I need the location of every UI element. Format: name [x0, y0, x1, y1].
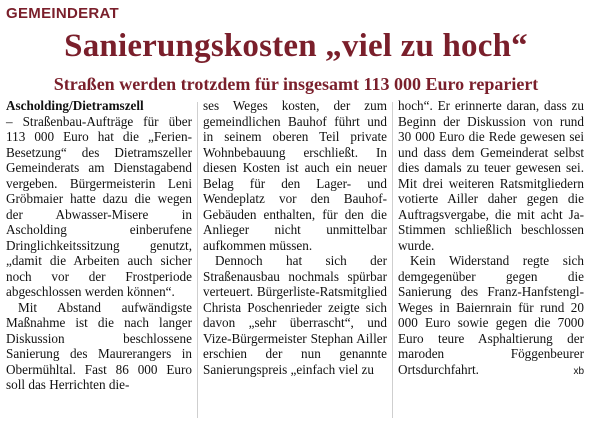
paragraph: Mit Abstand aufwändigste Maßnahme ist die nach langer Diskussion beschlossene Sanierung des Maurerangers in Obermühltal. Fast 86 000 Euro soll das Herrichten die-	[6, 299, 192, 392]
dateline: Ascholding/Dietramszell	[6, 98, 144, 113]
author-initials: xb	[573, 365, 584, 377]
paragraph: ses Weges kosten, der zum gemeindlichen Bauhof führt und in seinem oberen Teil private Wohnbebauung erschließt. In diesen Kosten ist auch ein neuer Belag für den Lager- und Wendeplatz vor den Bauhof-Gebäuden enthalten, für den die Anlieger nicht unmittelbar aufkommen müssen.	[203, 98, 387, 253]
paragraph	[6, 98, 192, 300]
topic-label: GEMEINDERAT	[6, 5, 120, 22]
article-column-2	[203, 98, 387, 377]
paragraph: Dennoch hat sich der Straßenausbau nochmals spürbar verteuert. Bürgerliste-Ratsmitglied Christa Poschenrieder zeigte sich davon „sehr überrascht“, und Vize-Bürgermeister Stephan Ailler erschien der nun genannte Sanierungspreis „einfach viel zu	[203, 253, 387, 377]
subheadline: Straßen werden trotzdem für insgesamt 113 000 Euro repariert	[53, 74, 539, 94]
column-divider	[197, 102, 198, 418]
paragraph-text: – Straßenbau-Aufträge für über 113 000 Euro hat die „Ferien-Besetzung“ des Dietramszeller Gemeinderats am Dienstagabend vergeben. Bürgermeisterin Leni Gröbmaier hatte dazu die wegen der Abwasser-Misere in Ascholding einberufene Dringlichkeitssitzung genutzt, „damit die Arbeiten auch sicher noch vor der Frostperiode abgeschlossen werden können“.	[6, 113, 192, 299]
headline: Sanierungskosten „viel zu hoch“	[64, 28, 528, 64]
article-column-3	[398, 98, 584, 379]
paragraph	[398, 253, 584, 377]
column-divider	[392, 102, 393, 418]
article-column-1	[6, 98, 192, 393]
paragraph-text: Kein Widerstand regte sich demgegenüber gegen die Sanierung des Franz-Hanfstengl-Weges in Baiernrain für rund 20 000 Euro sowie gegen die 7000 Euro teure Asphaltierung der maroden Föggenbeurer Ortsdurchfahrt.	[398, 253, 584, 377]
paragraph: hoch“. Er erinnerte daran, dass zu Beginn der Diskussion von rund 30 000 Euro die Rede gewesen sei und dass dem Gemeinderat selbst dies damals zu teuer gewesen sei. Mit drei weiteren Ratsmitgliedern votierte Ailler daher gegen die Auftragsvergabe, die mit acht Ja-Stimmen schließlich beschlossen wurde.	[398, 98, 584, 253]
